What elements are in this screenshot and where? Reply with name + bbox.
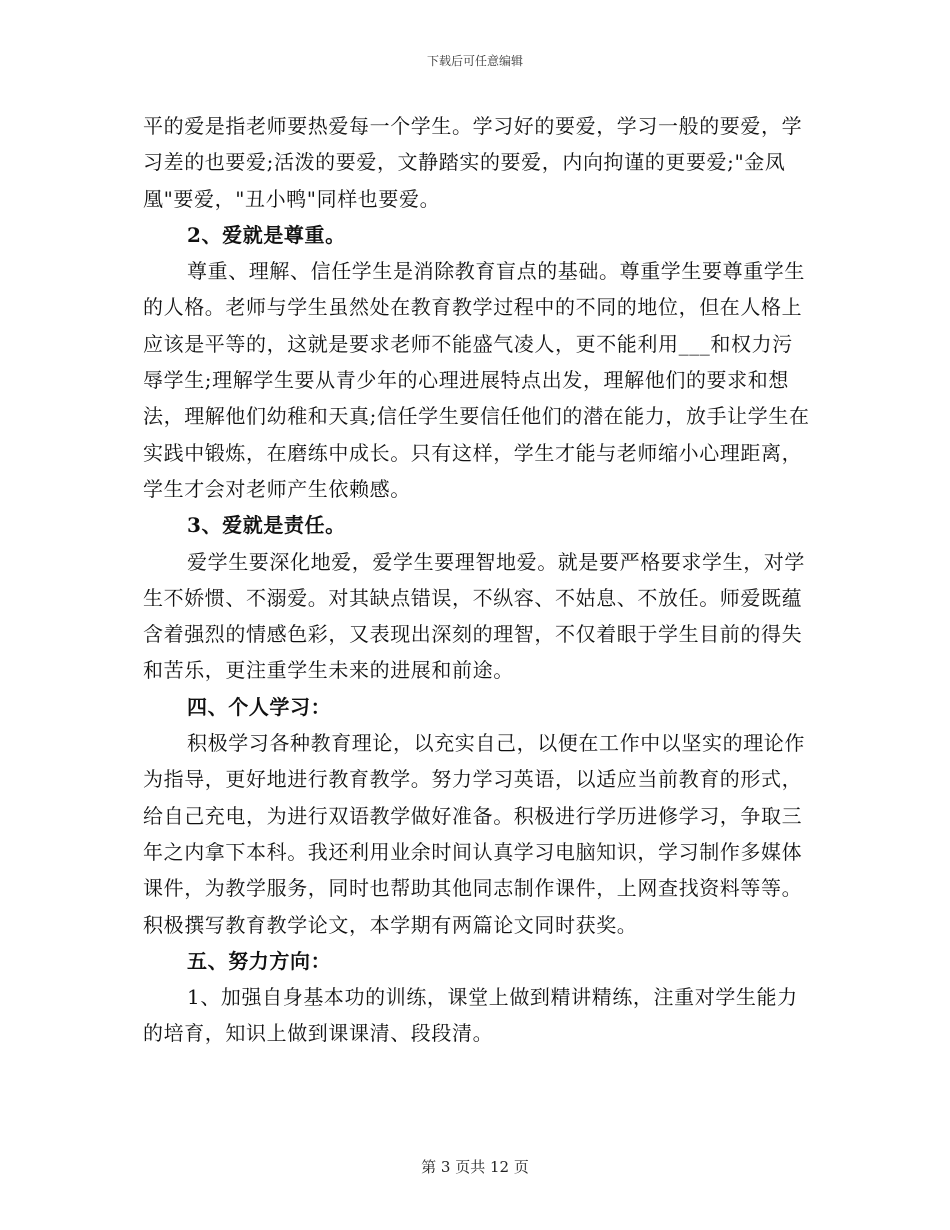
heading-respect: 2、爱就是尊重。	[187, 222, 346, 247]
heading-responsibility: 3、爱就是责任。	[187, 513, 346, 538]
heading-personal-study: 四、个人学习：	[187, 694, 332, 719]
paragraph-direction-1: 1、加强自身基本功的训练，课堂上做到精讲精练，注重对学生能力的培育，知识上做到课课清、段段清。	[143, 985, 798, 1046]
paragraph-personal-study: 积极学习各种教育理论，以充实自己，以便在工作中以坚实的理论作为指导，更好地进行教育教学。努力学习英语，以适应当前教育的形式，给自己充电，为进行双语教学做好准备。积极进行学历进修学习，争取三年之内拿下本科。我还利用业余时间认真学习电脑知识，学习制作多媒体课件，为教学服务，同时也帮助其他同志制作课件，上网查找资料等等。积极撰写教育教学论文，本学期有两篇论文同时获奖。	[143, 731, 805, 937]
paragraph-respect: 尊重、理解、信任学生是消除教育盲点的基础。尊重学生要尊重学生的人格。老师与学生虽然处在教育教学过程中的不同的地位，但在人格上应该是平等的，这就是要求老师不能盛气凌人，更不能利用___和权力污辱学生;理解学生要从青少年的心理进展特点出发，理解他们的要求和想法，理解他们幼稚和天真;信任学生要信任他们的潜在能力，放手让学生在实践中锻炼，在磨练中成长。只有这样，学生才能与老师缩小心理距离，学生才会对老师产生依赖感。	[143, 259, 810, 501]
heading-direction: 五、努力方向：	[187, 948, 332, 973]
paragraph-love-all: 平的爱是指老师要热爱每一个学生。学习好的要爱，学习一般的要爱，学习差的也要爱;活泼的要爱，文静踏实的要爱，内向拘谨的更要爱;"金凤凰"要爱，"丑小鸭"同样也要爱。	[143, 114, 803, 211]
page-header: 下载后可任意编辑	[426, 54, 523, 68]
paragraph-responsibility: 爱学生要深化地爱，爱学生要理智地爱。就是要严格要求学生，对学生不娇惯、不溺爱。对其缺点错误，不纵容、不姑息、不放任。师爱既蕴含着强烈的情感色彩，又表现出深刻的理智，不仅着眼于学生目前的得失和苦乐，更注重学生未来的进展和前途。	[143, 549, 805, 683]
document-body	[143, 108, 813, 1052]
page-footer: 第 3 页共 12 页	[421, 1158, 529, 1176]
